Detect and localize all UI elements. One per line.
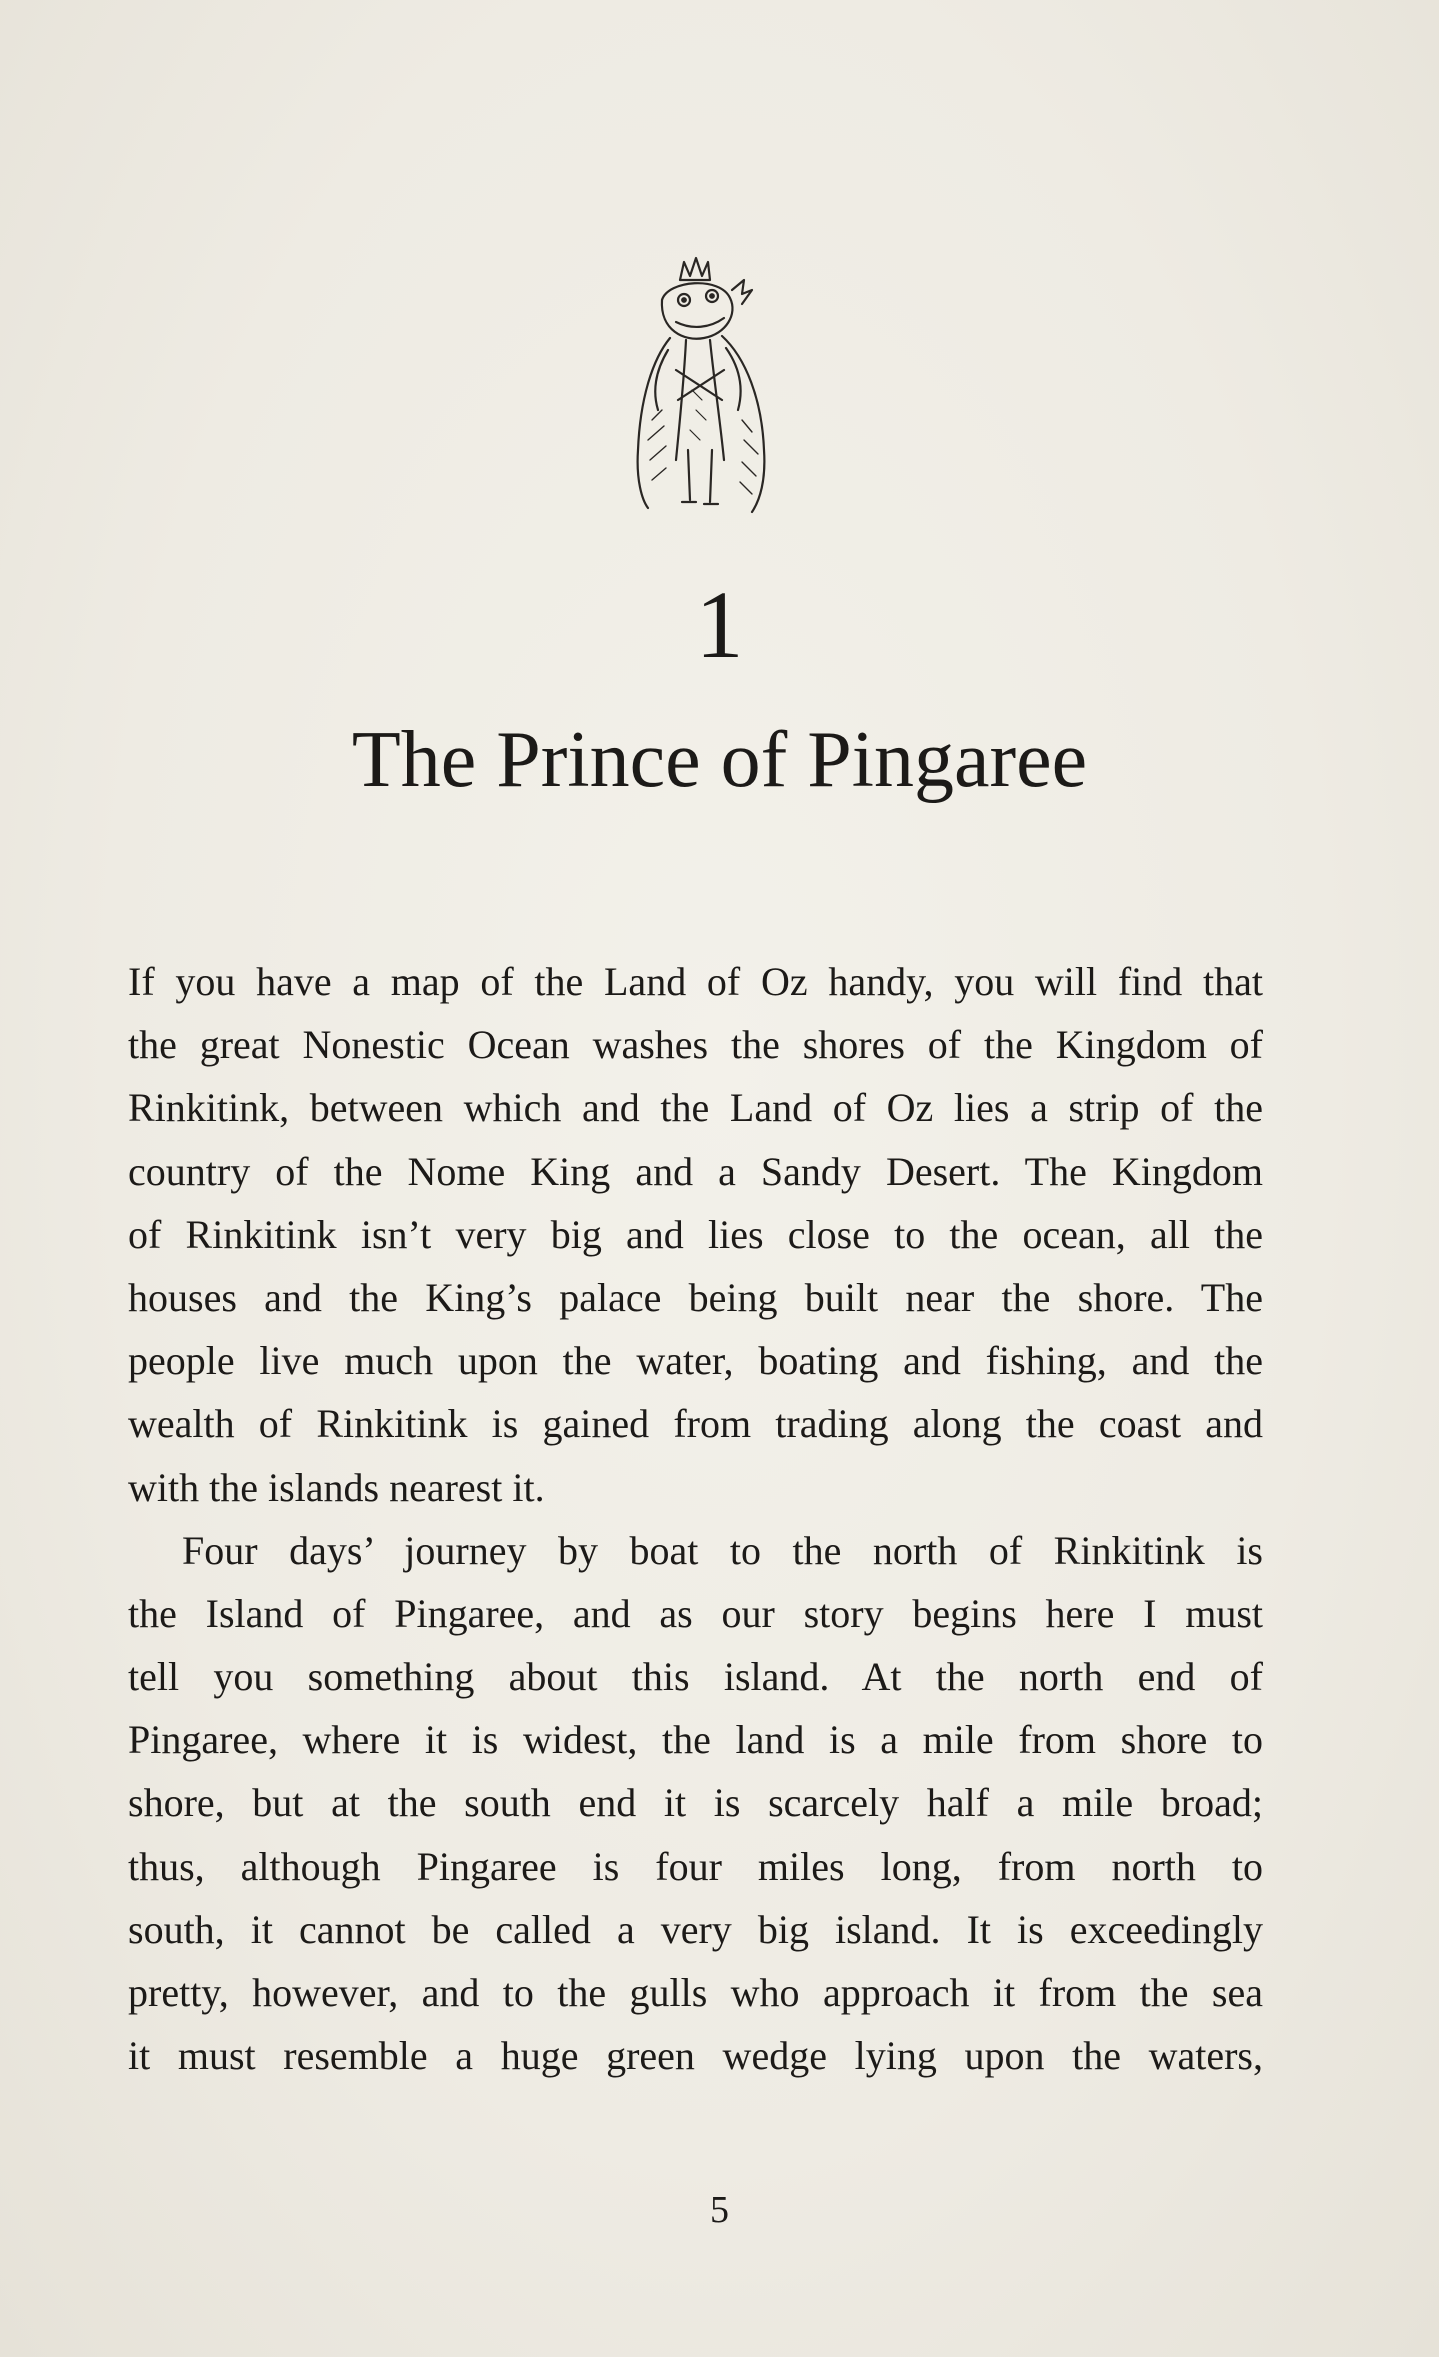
text-line: pretty, however, and to the gulls who approach it from the sea xyxy=(128,1970,1263,2015)
text-line: shore, but at the south end it is scarcely half a mile broad; xyxy=(128,1780,1263,1826)
text-line: people live much upon the water, boating and fishing, and the xyxy=(128,1338,1263,1384)
text-line: Four days’ journey by boat to the north of Rinkitink is xyxy=(182,1527,1263,1573)
text-line: the Island of Pingaree, and as our story begins here I must xyxy=(128,1590,1263,1636)
text-line: the great Nonestic Ocean washes the shores of the Kingdom of xyxy=(128,1022,1263,1068)
chapter-body-text xyxy=(128,950,1263,2087)
text-line: Pingaree, where it is widest, the land is a mile from shore to xyxy=(128,1717,1263,1763)
text-line: thus, although Pingaree is four miles long, from north to xyxy=(128,1843,1263,1889)
text-line: If you have a map of the Land of Oz handy, you will find that xyxy=(128,959,1263,1004)
chapter-number: 1 xyxy=(695,571,744,678)
text-line: south, it cannot be called a very big island. It is exceedingly xyxy=(128,1906,1263,1952)
text-line: with the islands nearest it. xyxy=(128,1464,545,1510)
frog-king-illustration-icon xyxy=(592,250,812,520)
text-line: tell you something about this island. At the north end of xyxy=(128,1654,1263,1700)
text-line: it must resemble a huge green wedge lying upon the waters, xyxy=(128,2033,1263,2079)
text-line: wealth of Rinkitink is gained from trading along the coast and xyxy=(128,1401,1263,1447)
text-line: houses and the King’s palace being built near the shore. The xyxy=(128,1274,1263,1320)
page-number: 5 xyxy=(710,2189,729,2231)
text-line: of Rinkitink isn’t very big and lies close to the ocean, all the xyxy=(128,1211,1263,1257)
text-line: Rinkitink, between which and the Land of Oz lies a strip of the xyxy=(128,1085,1263,1131)
chapter-title: The Prince of Pingaree xyxy=(351,716,1088,804)
text-line: country of the Nome King and a Sandy Desert. The Kingdom xyxy=(128,1148,1263,1194)
